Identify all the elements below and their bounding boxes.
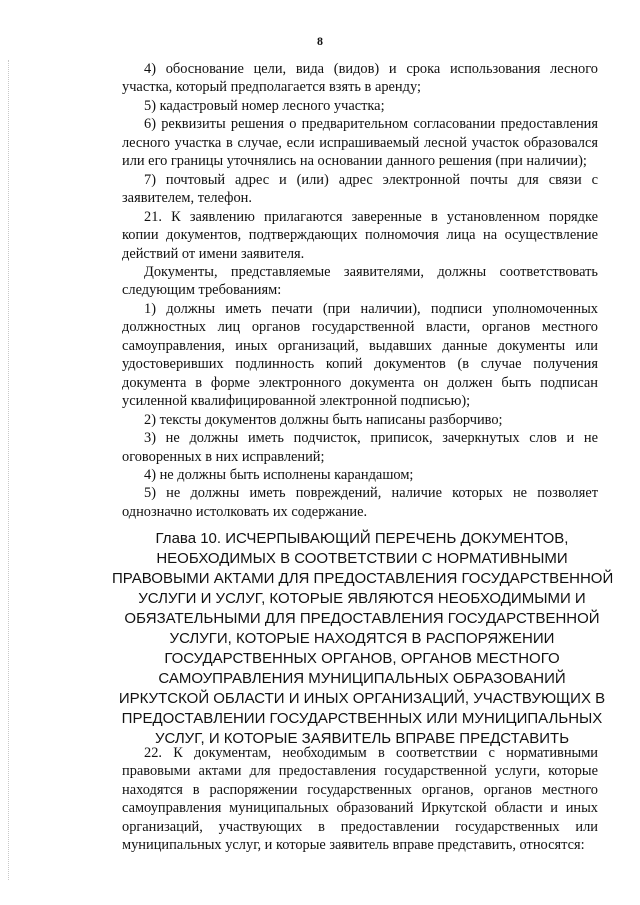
- paragraph-item-4: 4) обоснование цели, вида (видов) и срока использования лесного участка, который предполагается взять в аренду;: [122, 61, 598, 96]
- paragraph-21: 21. К заявлению прилагаются заверенные в установленном порядке копии документов, подтверждающих полномочия лица на осуществление действий от имени заявителя.: [122, 208, 598, 262]
- paragraph-item-5: 5) кадастровый номер лесного участка;: [144, 97, 385, 114]
- chapter-heading-line: ОБЯЗАТЕЛЬНЫМИ ДЛЯ ПРЕДОСТАВЛЕНИЯ ГОСУДАРСТВЕННОЙ: [124, 610, 600, 627]
- chapter-heading-line: НЕОБХОДИМЫХ В СООТВЕТСТВИИ С НОРМАТИВНЫМИ: [156, 550, 568, 567]
- document-body-continued: [122, 744, 598, 855]
- chapter-heading-line: Глава 10. ИСЧЕРПЫВАЮЩИЙ ПЕРЕЧЕНЬ ДОКУМЕНТОВ,: [155, 530, 569, 547]
- paragraph-item-6: 6) реквизиты решения о предварительном согласовании предоставления лесного участка в случае, если испрашиваемый лесной участок образовался или его границы уточнялись на основании данного решения (при наличии);: [122, 116, 598, 170]
- chapter-heading-line: УСЛУГИ И УСЛУГ, КОТОРЫЕ ЯВЛЯЮТСЯ НЕОБХОДИМЫМИ И: [138, 590, 586, 607]
- page-number: 8: [317, 34, 323, 48]
- requirement-5: 5) не должны иметь повреждений, наличие которых не позволяет однозначно истолковать их содержание.: [122, 485, 598, 520]
- chapter-heading: [112, 529, 612, 749]
- page-edge-mark: [8, 60, 10, 880]
- paragraph-item-7: 7) почтовый адрес и (или) адрес электронной почты для связи с заявителем, телефон.: [122, 171, 598, 207]
- chapter-heading-line: ГОСУДАРСТВЕННЫХ ОРГАНОВ, ОРГАНОВ МЕСТНОГО: [164, 650, 560, 667]
- chapter-heading-line: ПРЕДОСТАВЛЕНИИ ГОСУДАРСТВЕННЫХ ИЛИ МУНИЦИПАЛЬНЫХ: [121, 710, 603, 727]
- paragraph-requirements-intro: Документы, представляемые заявителями, должны соответствовать следующим требованиям:: [122, 263, 598, 299]
- paragraph-22: 22. К документам, необходимым в соответствии с нормативными правовыми актами для предоставления государственной услуги, которые находятся в распоряжении государственных органов, органов местного самоуправления муниципальных образований Иркутской области и иных организаций, участвующих в предоставлении государственных или муниципальных услуг, и которые заявитель вправе представить, относятся:: [122, 745, 598, 854]
- chapter-heading-line: ПРАВОВЫМИ АКТАМИ ДЛЯ ПРЕДОСТАВЛЕНИЯ ГОСУДАРСТВЕННОЙ: [112, 570, 614, 587]
- requirement-1: 1) должны иметь печати (при наличии), подписи уполномоченных должностных лиц органов государственной власти, органов местного самоуправления, иных организаций, выдавших данные документы или удостоверивших подлинность копий документов (в случае получения документа в форме электронного документа он должен быть подписан усиленной квалифицированной электронной подписью);: [122, 300, 598, 410]
- requirement-2: 2) тексты документов должны быть написаны разборчиво;: [144, 411, 503, 428]
- chapter-heading-line: УСЛУГ, И КОТОРЫЕ ЗАЯВИТЕЛЬ ВПРАВЕ ПРЕДСТАВИТЬ: [154, 730, 570, 747]
- requirement-3: 3) не должны иметь подчисток, приписок, зачеркнутых слов и не оговоренных в них исправлений;: [122, 430, 598, 465]
- requirement-4: 4) не должны быть исполнены карандашом;: [144, 466, 414, 483]
- chapter-heading-line: САМОУПРАВЛЕНИЯ МУНИЦИПАЛЬНЫХ ОБРАЗОВАНИЙ: [158, 670, 566, 687]
- chapter-heading-line: ИРКУТСКОЙ ОБЛАСТИ И ИНЫХ ОРГАНИЗАЦИЙ, УЧАСТВУЮЩИХ В: [118, 690, 606, 707]
- document-body: [122, 60, 598, 521]
- chapter-heading-line: УСЛУГИ, КОТОРЫЕ НАХОДЯТСЯ В РАСПОРЯЖЕНИИ: [169, 630, 555, 647]
